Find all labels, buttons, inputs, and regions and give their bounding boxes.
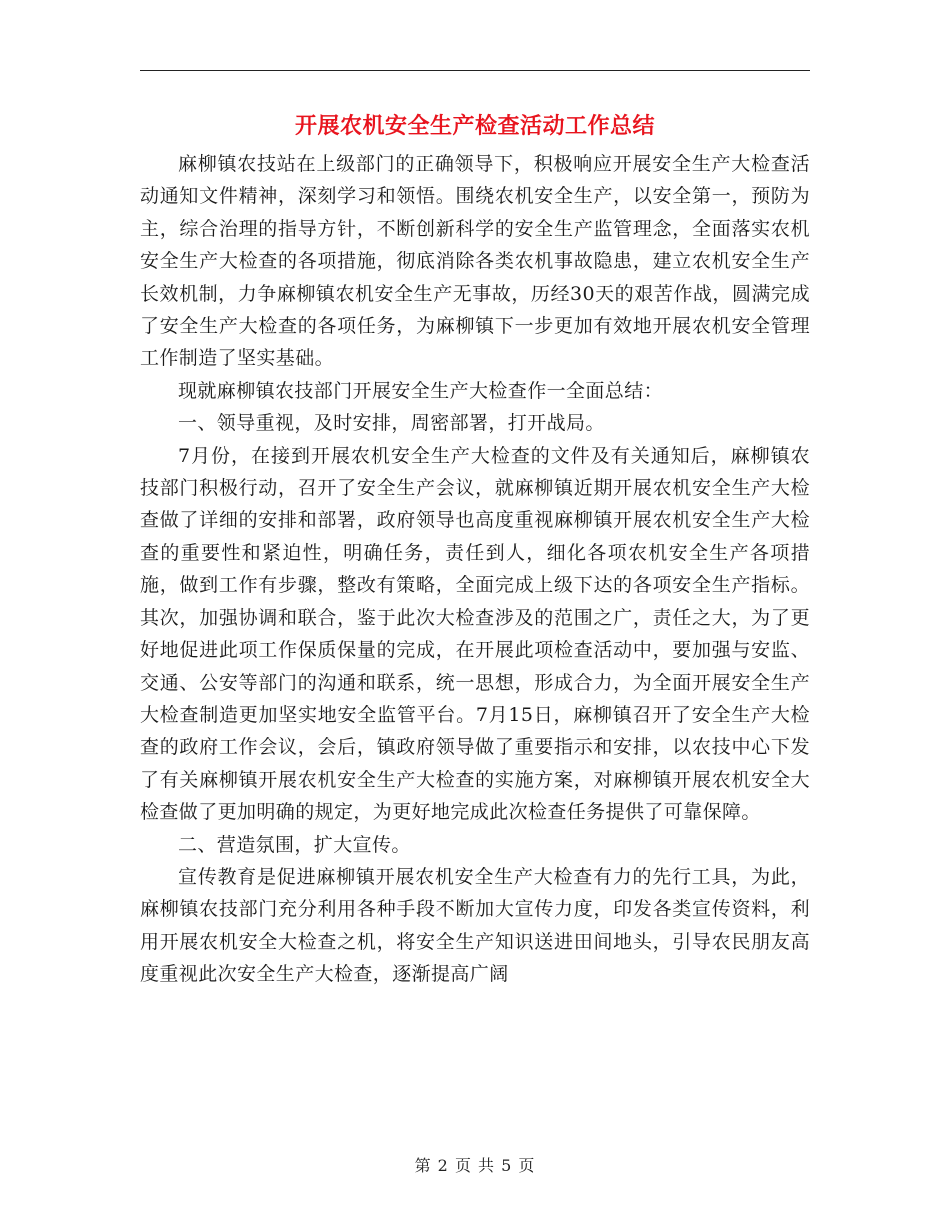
paragraph-section-2: 宣传教育是促进麻柳镇开展农机安全生产大检查有力的先行工具，为此，麻柳镇农技部门充分利用各种手段不断加大宣传力度，印发各类宣传资料，利用开展农机安全大检查之机，将安全生产知识送进田间地头，引导农民朋友高度重视此次安全生产大检查，逐渐提高广阔 bbox=[140, 865, 810, 986]
paragraph-summary-lead: 现就麻柳镇农技部门开展安全生产大检查作一全面总结： bbox=[178, 379, 664, 402]
paragraph-intro: 麻柳镇农技站在上级部门的正确领导下，积极响应开展安全生产大检查活动通知文件精神，深刻学习和领悟。围绕农机安全生产，以安全第一，预防为主，综合治理的指导方针，不断创新科学的安全生产监管理念，全面落实农机安全生产大检查的各项措施，彻底消除各类农机事故隐患，建立农机安全生产长效机制，力争麻柳镇农机安全生产无事故，历经30天的艰苦作战，圆满完成了安全生产大检查的各项任务，为麻柳镇下一步更加有效地开展农机安全管理工作制造了坚实基础。 bbox=[140, 153, 810, 370]
paragraph-section-1: 7月份，在接到开展农机安全生产大检查的文件及有关通知后，麻柳镇农技部门积极行动，召开了安全生产会议，就麻柳镇近期开展农机安全生产大检查做了详细的安排和部署，政府领导也高度重视麻柳镇开展农机安全生产大检查的重要性和紧迫性，明确任务，责任到人，细化各项农机安全生产各项措施，做到工作有步骤，整改有策略，全面完成上级下达的各项安全生产指标。其次，加强协调和联合，鉴于此次大检查涉及的范围之广，责任之大，为了更好地促进此项工作保质保量的完成，在开展此项检查活动中，要加强与安监、交通、公安等部门的沟通和联系，统一思想，形成合力，为全面开展安全生产大检查制造更加坚实地安全监管平台。7月15日，麻柳镇召开了安全生产大检查的政府工作会议，会后，镇政府领导做了重要指示和安排，以农技中心下发了有关麻柳镇开展农机安全生产大检查的实施方案，对麻柳镇开展农机安全大检查做了更加明确的规定，为更好地完成此次检查任务提供了可靠保障。 bbox=[140, 444, 810, 824]
document-body bbox=[140, 148, 810, 991]
section-heading-2: 二、营造氛围，扩大宣传。 bbox=[178, 833, 411, 856]
header-rule bbox=[140, 70, 810, 71]
page-number-footer: 第 2 页 共 5 页 bbox=[414, 1156, 536, 1175]
section-heading-1: 一、领导重视，及时安排，周密部署，打开战局。 bbox=[178, 412, 605, 435]
document-title: 开展农机安全生产检查活动工作总结 bbox=[294, 113, 655, 139]
